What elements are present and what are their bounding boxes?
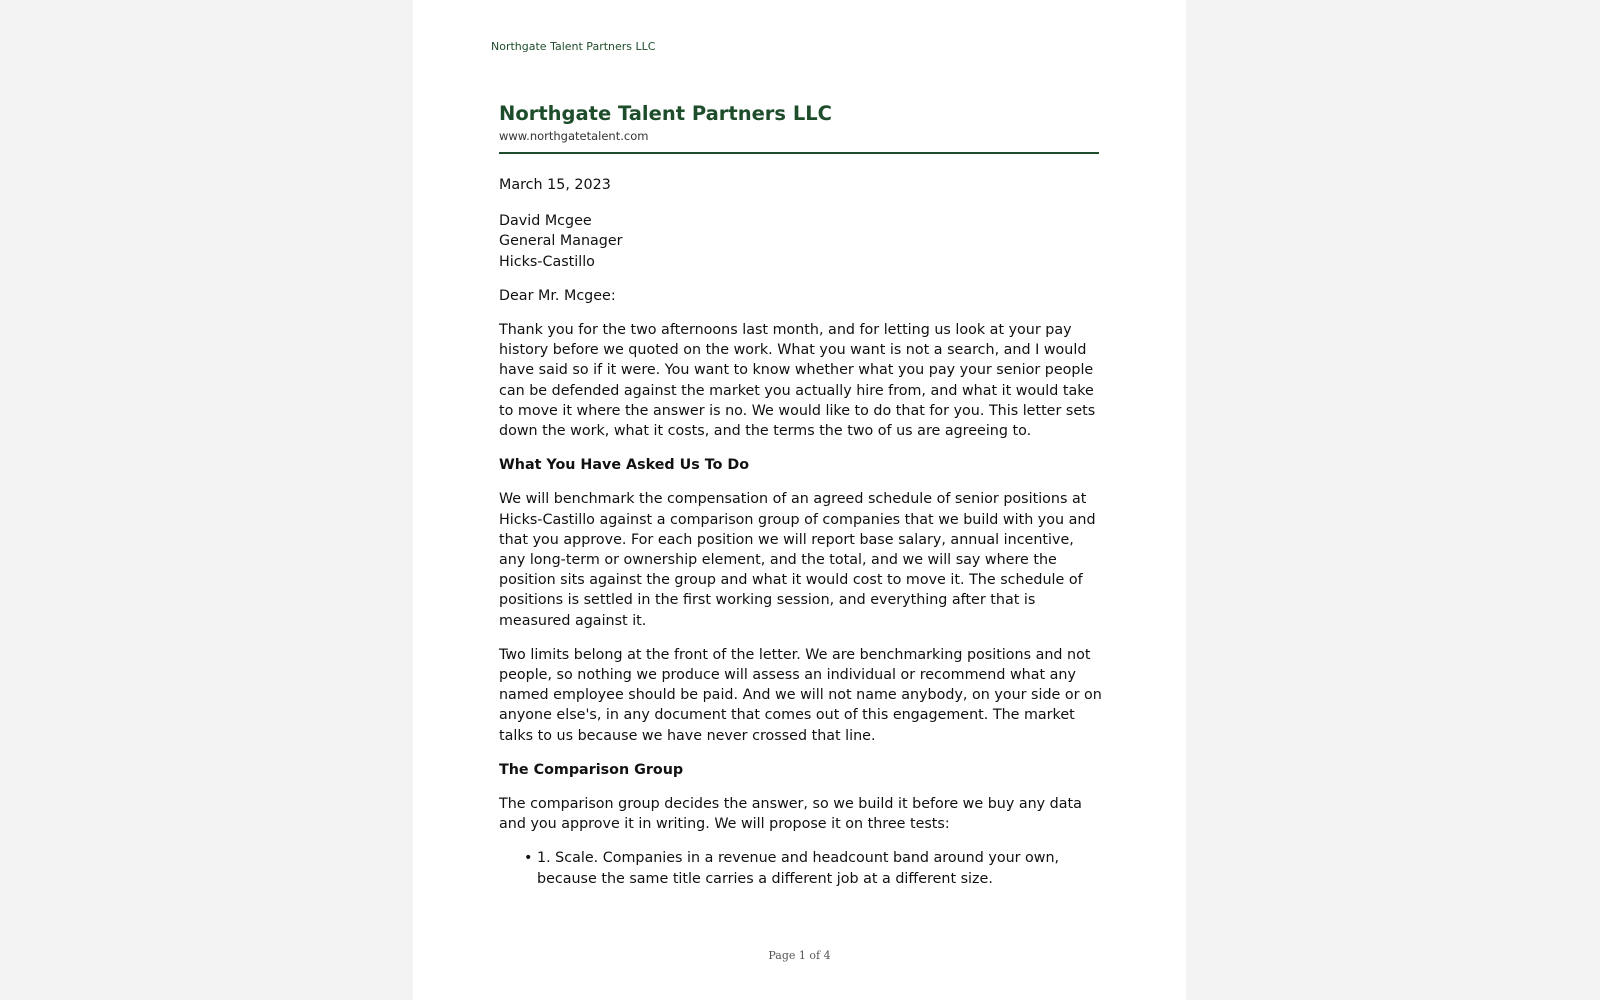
company-website: www.northgatetalent.com [499,129,649,143]
running-header: Northgate Talent Partners LLC [491,40,656,53]
list-item: • 1. Scale. Companies in a revenue and headcount band around your own, because the same title carries a different job at a different size. [524,848,1103,888]
document-page [413,0,1186,1000]
recipient-company: Hicks-Castillo [499,253,595,270]
section-heading-comparison-group: The Comparison Group [499,761,684,778]
scope-paragraph: We will benchmark the compensation of an agreed schedule of senior positions at Hicks-Castillo against a comparison group of companies that we build with you and that you approve. For each position we will report base salary, annual incentive, any long-term or ownership element, and the total, and we will say where the position sits against the group and what it would cost to move it. The schedule of positions is settled in the first working session, and everything after that is measured against it. [499,491,1096,629]
intro-paragraph: Thank you for the two afternoons last month, and for letting us look at your pay history before we quoted on the work. What you want is not a search, and I would have said so if it were. You want to know whether what you pay your senior people can be defended against the market you actually hire from, and what it would take to move it where the answer is no. We would like to do that for you. This letter sets down the work, what it costs, and the terms the two of us are agreeing to. [499,322,1096,440]
letterhead [499,100,1099,154]
recipient-name: David Mcgee [499,213,592,230]
tests-list [499,848,1103,888]
page-number: Page 1 of 4 [768,949,831,962]
letter-date: March 15, 2023 [499,177,611,193]
recipient-title: General Manager [499,233,623,250]
letter-body [499,175,1103,889]
salutation: Dear Mr. Mcgee: [499,287,616,304]
comparison-group-paragraph: The comparison group decides the answer, so we build it before we buy any data and you approve it in writing. We will propose it on three tests: [499,796,1082,833]
limits-paragraph: Two limits belong at the front of the letter. We are benchmarking positions and not people, so nothing we produce will assess an individual or recommend what any named employee should be paid. And we will not name anybody, on your side or on anyone else's, in any document that comes out of this engagement. The market talks to us because we have never crossed that line. [499,646,1102,744]
recipient-block [499,211,1103,272]
section-heading-scope: What You Have Asked Us To Do [499,457,750,474]
company-name: Northgate Talent Partners LLC [499,102,832,125]
